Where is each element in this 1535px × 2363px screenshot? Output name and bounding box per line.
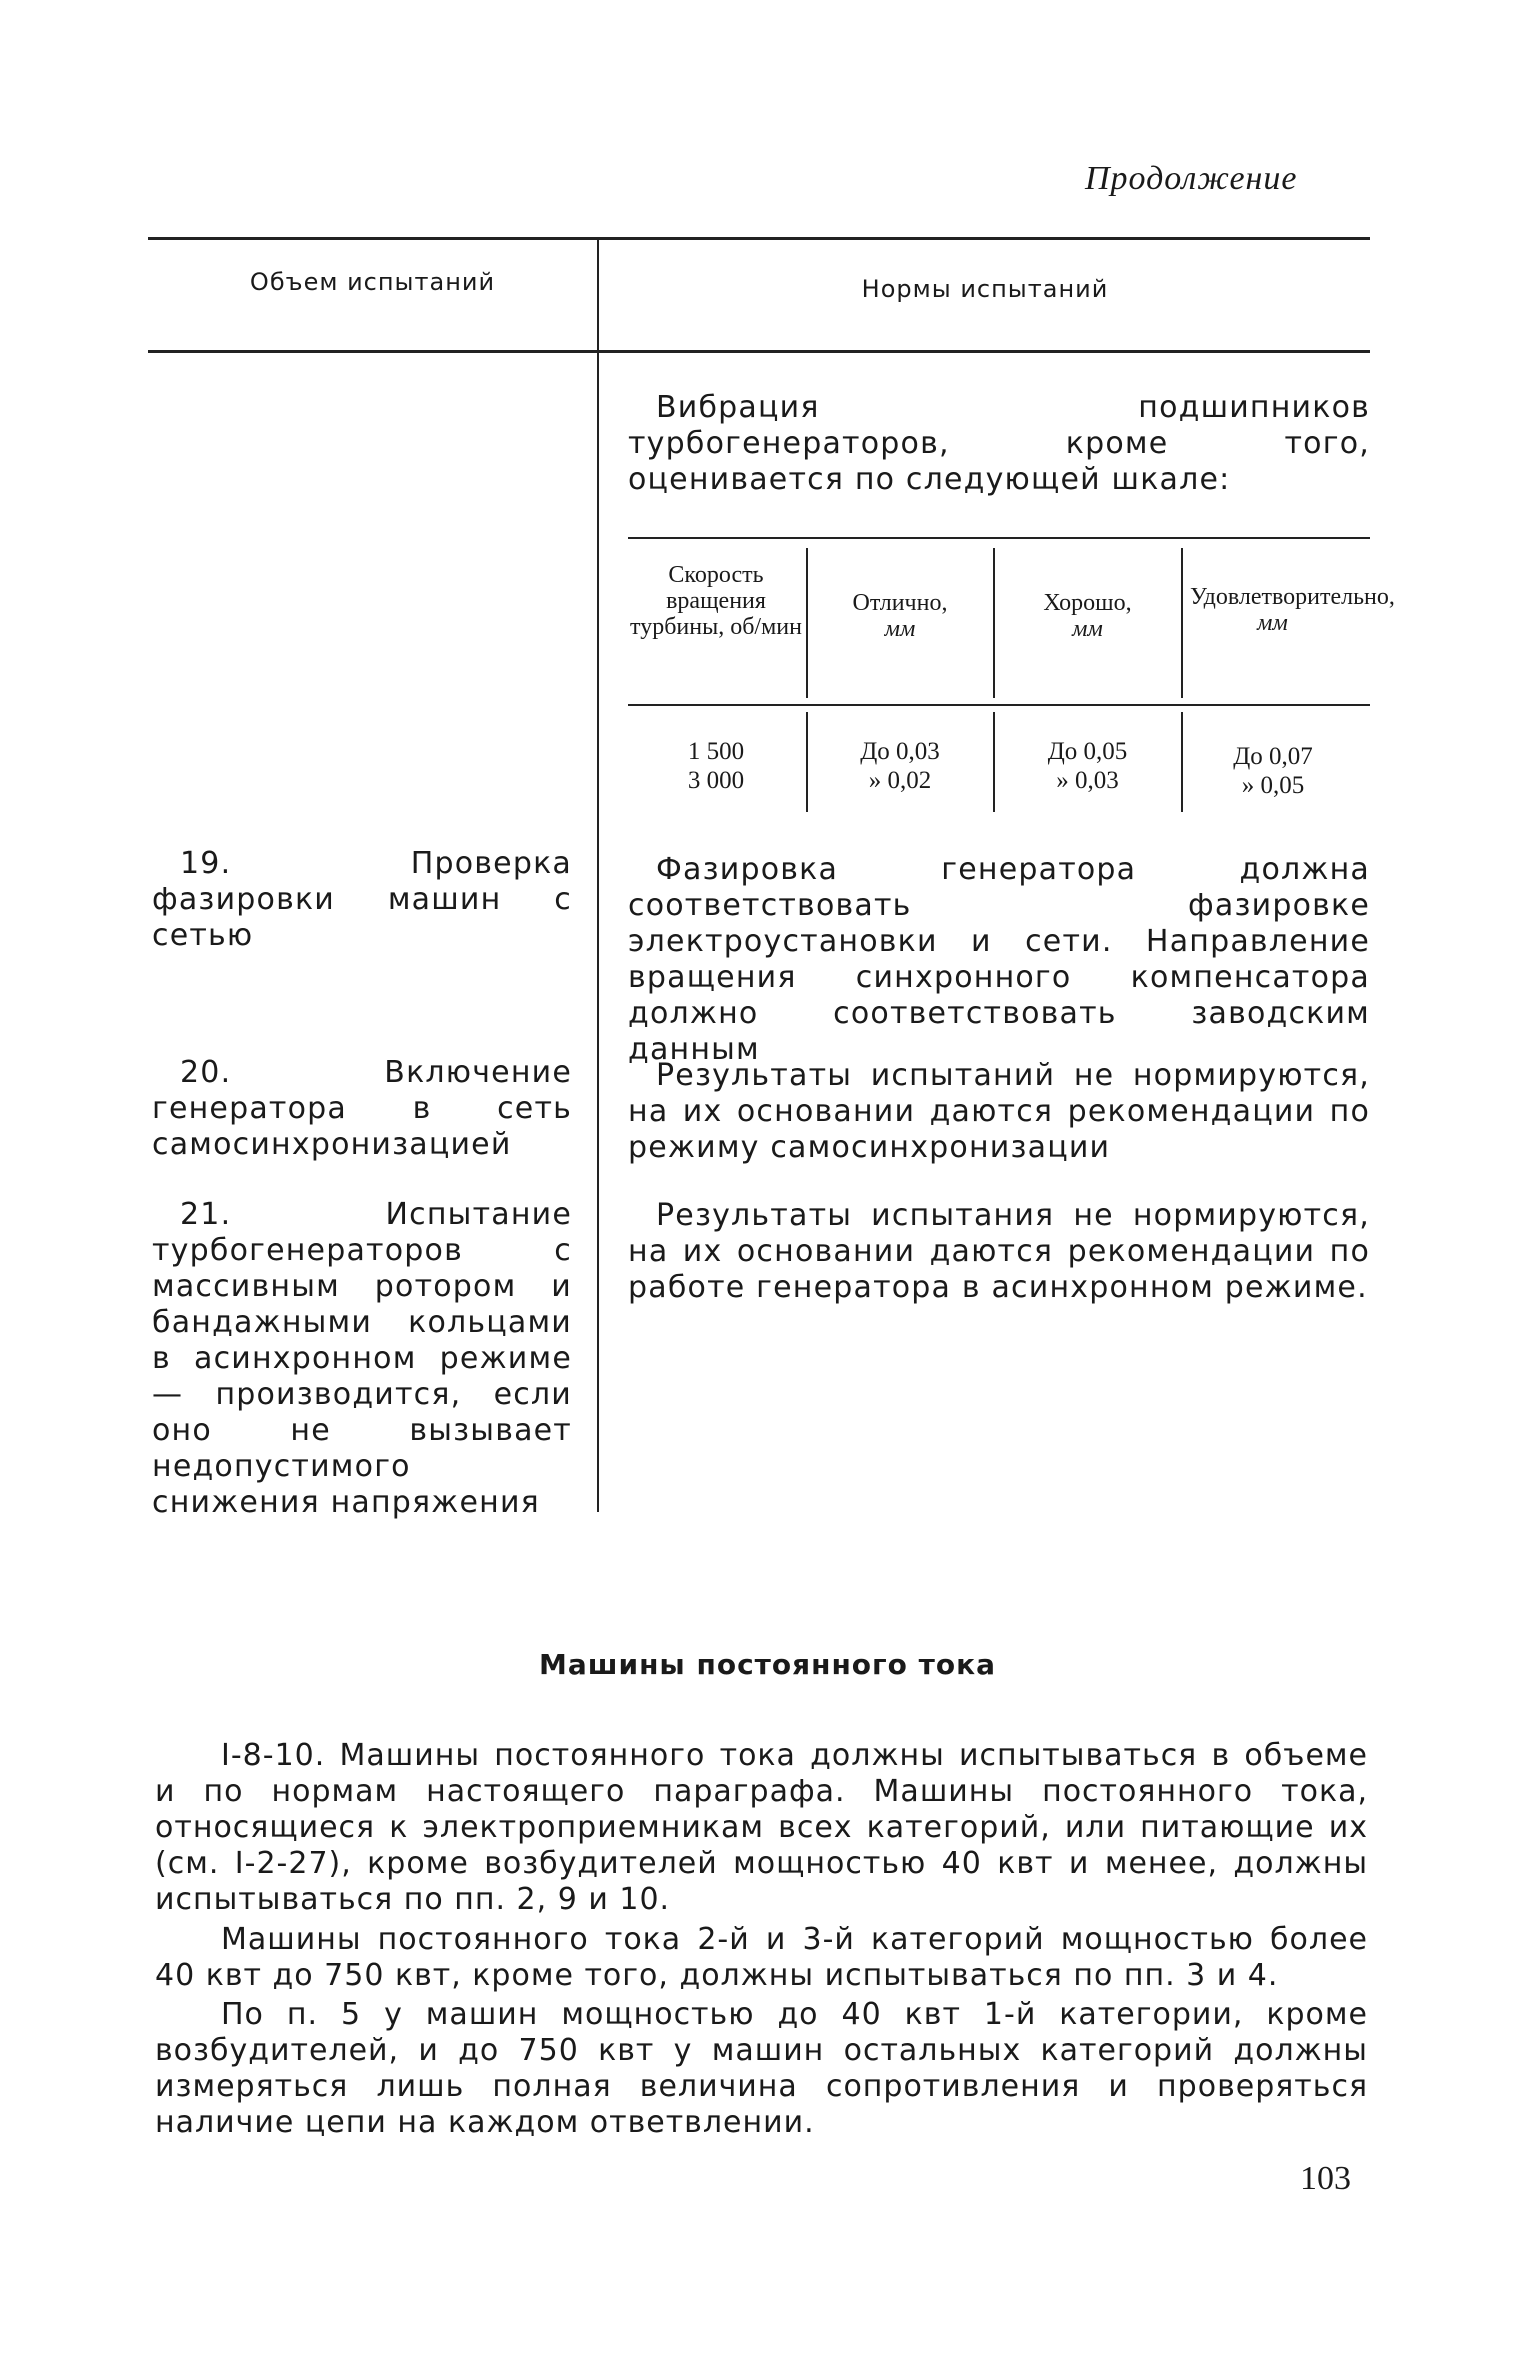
table-cell: 1 500 [687, 738, 745, 765]
table-cell: » 0,02 [868, 767, 932, 794]
inner-header-label: Скорость вращения турбины, об/мин [630, 562, 802, 640]
norm-item-21: Результаты испытания не нормируются, на их основании даются рекомендации по работе генератора в асинхронном режиме. [628, 1198, 1370, 1305]
paragraph: I-8-10. Машины постоянного тока должны испытываться в объеме и по нормам настоящего параграфа. Машины постоянного тока, относящиеся к электроприемникам всех категорий, или питающие их (см. I-2-27), кроме возбудителей мощностью 40 квт и менее, должны испытываться по пп. 2, 9 и 10. [155, 1738, 1368, 1917]
inner-header-label: Отлично, [852, 590, 948, 616]
inner-header-label: Удовлетворительно, [1190, 584, 1395, 610]
table-cell: 3 000 [687, 767, 745, 794]
inner-table-divider [1181, 548, 1183, 698]
column-header-scope: Объем испытаний [249, 268, 496, 296]
table-column-divider [597, 240, 599, 1512]
continued-label: Продолжение [1085, 160, 1298, 197]
inner-cell-satisfactory [1183, 742, 1363, 800]
norm-item-19: Фазировка генератора должна соответствовать фазировке электроустановки и сети. Направление вращения синхронного компенсатора должно соответствовать заводским данным [628, 852, 1370, 1067]
table-cell: » 0,03 [1056, 767, 1119, 794]
inner-header-satisfactory [1190, 584, 1395, 636]
column-header-norms: Нормы испытаний [861, 275, 1109, 303]
scope-item-21: 21. Испытание турбогенераторов с массивным ротором и бандажными кольцами в асинхронном режиме — производится, если оно не вызывает недопустимого снижения напряжения [152, 1197, 572, 1520]
table-cell: » 0,05 [1241, 772, 1305, 799]
inner-cell-excellent [808, 737, 992, 795]
inner-header-speed [628, 562, 804, 640]
table-cell: До 0,07 [1233, 743, 1313, 770]
inner-cell-good [995, 737, 1180, 795]
inner-header-unit: мм [884, 616, 916, 642]
vibration-intro: Вибрация подшипников турбогенераторов, кроме того, оценивается по следующей шкале: [628, 390, 1370, 497]
scope-item-20: 20. Включение генератора в сеть самосинхронизацией [152, 1055, 572, 1162]
inner-header-excellent [808, 590, 992, 642]
table-top-rule [148, 237, 1370, 240]
inner-header-label: Хорошо, [1043, 590, 1132, 616]
page-number: 103 [1300, 2160, 1351, 2197]
norm-item-20: Результаты испытаний не нормируются, на их основании даются рекомендации по режиму самосинхронизации [628, 1058, 1370, 1165]
table-header-rule [148, 350, 1370, 353]
paragraph: По п. 5 у машин мощностью до 40 квт 1-й категории, кроме возбудителей, и до 750 квт у машин остальных категорий должны измеряться лишь полная величина сопротивления и проверяться наличие цепи на каждом ответвлении. [155, 1997, 1368, 2140]
inner-table-top-rule [628, 537, 1370, 539]
inner-table-header-rule [628, 704, 1370, 706]
scope-item-19: 19. Проверка фазировки машин с сетью [152, 846, 572, 953]
section-title: Машины постоянного тока [538, 1648, 997, 1681]
inner-header-good [995, 590, 1180, 642]
table-cell: До 0,05 [1047, 738, 1128, 765]
inner-header-unit: мм [1072, 616, 1103, 642]
table-cell: До 0,03 [860, 738, 940, 765]
inner-header-unit: мм [1257, 610, 1288, 636]
paragraph: Машины постоянного тока 2-й и 3-й категорий мощностью более 40 квт до 750 квт, кроме того, должны испытываться по пп. 3 и 4. [155, 1922, 1368, 1993]
inner-cell-speed [628, 737, 804, 795]
